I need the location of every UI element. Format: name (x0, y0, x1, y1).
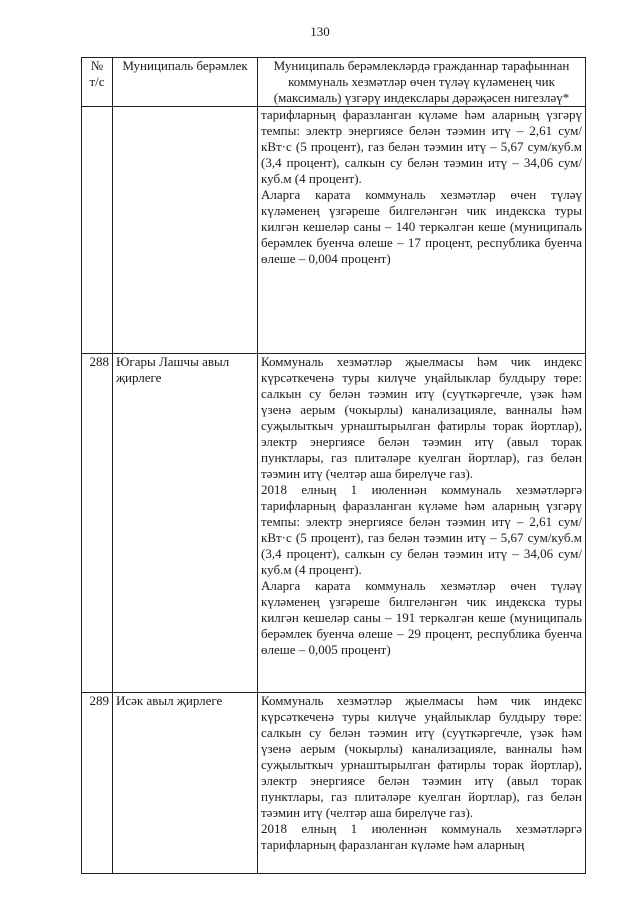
page-number: 130 (310, 24, 330, 39)
table-row (82, 107, 586, 354)
basis-paragraph: 2018 елның 1 июленнән коммуналь хезмәтләргә тарифларның фаразланган күләме һәм аларның үзгәрү темпы: электр энергиясе белән тәэмин итү – 2,61 сум/кВт·с (5 процент), газ белән тәэмин итү – 5,67 сум/куб.м (3,4 процент), салкын су белән тәэмин итү – 34,06 сум/куб.м (4 процент). (261, 482, 582, 577)
table-row (82, 693, 586, 874)
row-number (82, 107, 113, 354)
row-basis (258, 354, 586, 693)
basis-paragraph: Коммуналь хезмәтләр җыелмасы һәм чик индекс күрсәткеченә туры килүче уңайлыклар булдыру төре: салкын су белән тәэмин итү (суүткәргечле, үзәк һәм үзенә аерым (чокырлы) канализацияле, ванналы һәм суҗылыткыч урнаштырылган фатирлы торак йортлар), электр энергиясе белән тәэмин итү (авыл торак пунктлары, газ плитәләре куелган йортлар), газ белән тәэмин итү (челтәр аша бирелүче газ). (261, 354, 582, 481)
table-row (82, 354, 586, 693)
header-number: № т/с (82, 58, 113, 107)
header-municipality: Муниципаль берәмлек (113, 58, 258, 107)
basis-paragraph: тарифларның фаразланган күләме һәм аларның үзгәрү темпы: электр энергиясе белән тәэмин итү – 2,61 сум/кВт·с (5 процент), газ белән тәэмин итү – 5,67 сум/куб.м (3,4 процент), салкын су белән тәэмин итү – 34,06 сум/куб.м (4 процент). (261, 107, 582, 186)
basis-paragraph: 2018 елның 1 июленнән коммуналь хезмәтләргә тарифларның фаразланган күләме һәм аларның (261, 821, 582, 852)
basis-paragraph: Аларга карата коммуналь хезмәтләр өчен түләү күләменең үзгәреше билгеләнгән чик индекска туры килгән кешеләр саны – 140 теркәлгән кеше (муниципаль берәмлек буенча өлеше – 17 процент, республика буенча өлеше – 0,004 процент) (261, 187, 582, 266)
row-municipality: Исәк авыл җирлеге (113, 693, 258, 874)
row-number: 288 (82, 354, 113, 693)
tariff-table (81, 57, 586, 874)
row-basis (258, 107, 586, 354)
row-municipality (113, 107, 258, 354)
basis-paragraph: Аларга карата коммуналь хезмәтләр өчен түләү күләменең үзгәреше билгеләнгән чик индекска туры килгән кешеләр саны – 191 теркәлгән кеше (муниципаль берәмлек буенча өлеше – 29 процент, республика буенча өлеше – 0,005 процент) (261, 578, 582, 657)
basis-paragraph: Коммуналь хезмәтләр җыелмасы һәм чик индекс күрсәткеченә туры килүче уңайлыклар булдыру төре: салкын су белән тәэмин итү (суүткәргечле, үзәк һәм үзенә аерым (чокырлы) канализацияле, ванналы һәм суҗылыткыч урнаштырылган фатирлы торак йортлар), электр энергиясе белән тәэмин итү (авыл торак пунктлары, газ плитәләре куелган йортлар), газ белән тәэмин итү (челтәр аша бирелүче газ). (261, 693, 582, 820)
row-municipality: Югары Лашчы авыл җирлеге (113, 354, 258, 693)
row-number: 289 (82, 693, 113, 874)
row-basis (258, 693, 586, 874)
table-header-row (82, 58, 586, 107)
header-basis: Муниципаль берәмлекләрдә гражданнар тарафыннан коммуналь хезмәтләр өчен түләү күләменең чик (максималь) үзгәрү индекслары дәрәҗәсен нигезләү* (258, 58, 586, 107)
